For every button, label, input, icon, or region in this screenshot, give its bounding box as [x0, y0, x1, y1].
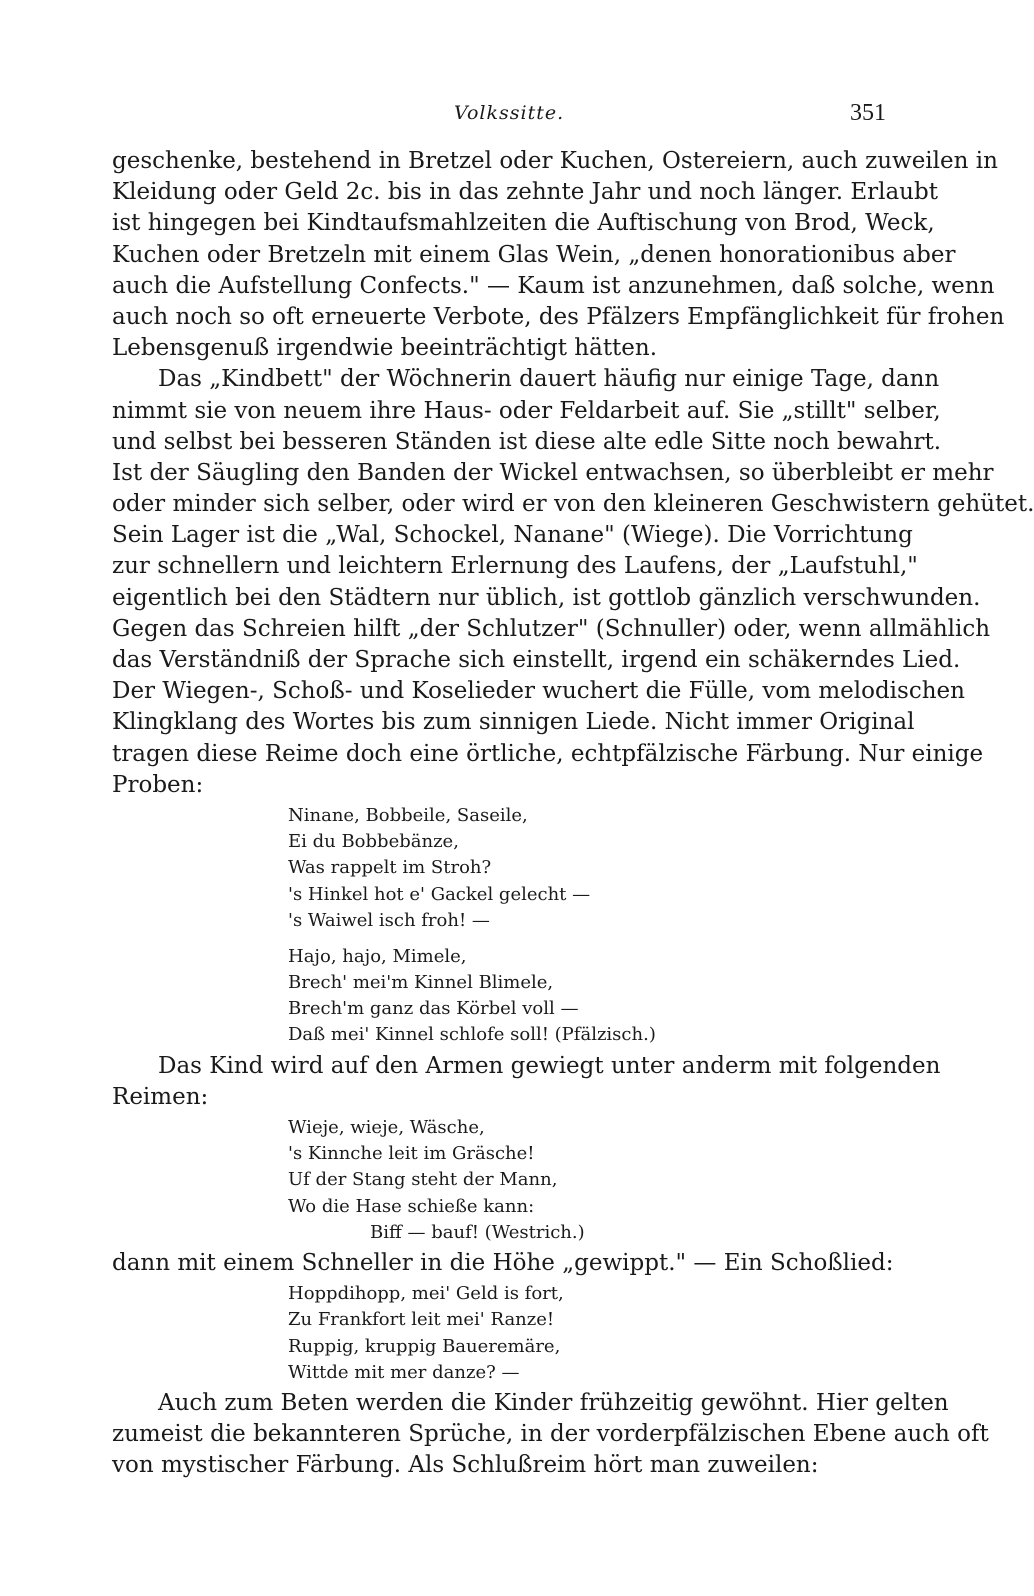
text-line: zur schnellern und leichtern Erlernung des Laufens, der „Laufstuhl,"	[112, 553, 918, 580]
verse-block	[288, 803, 904, 1049]
verse-line: Uf der Stang steht der Mann,	[288, 1169, 558, 1191]
text-line: geschenke, bestehend in Bretzel oder Kuchen, Ostereiern, auch zuweilen in	[112, 148, 998, 174]
text-line: das Verständniß der Sprache sich einstellt, irgend ein schäkerndes Lied.	[112, 647, 961, 673]
paragraph-4	[112, 1248, 904, 1279]
text-line: auch noch so oft erneuerte Verbote, des Pfälzers Empfänglichkeit für frohen	[112, 303, 1005, 330]
verse-line: Ruppig, kruppig Baueremäre,	[288, 1335, 561, 1357]
text-line: Proben:	[112, 771, 204, 798]
paragraph-2	[112, 364, 1034, 801]
paragraph-1	[112, 146, 1005, 364]
text-line: auch die Aufstellung Confects." — Kaum ist anzunehmen, daß solche, wenn	[112, 272, 995, 299]
paragraph-3	[112, 1051, 941, 1113]
verse-line: Brech' mei'm Kinnel Blimele,	[288, 972, 554, 994]
verse-block	[288, 1281, 904, 1386]
verse-line: Daß mei' Kinnel schlofe soll! (Pfälzisch.)	[288, 1024, 656, 1046]
stanza-gap	[288, 934, 904, 944]
text-line: Klingklang des Wortes bis zum sinnigen Liede. Nicht immer Original	[112, 709, 915, 736]
text-line: Gegen das Schreien hilft „der Schlutzer" (Schnuller) oder, wenn allmählich	[112, 615, 991, 642]
verse-line: Ninane, Bobbeile, Saseile,	[288, 804, 528, 826]
page-number: 351	[850, 100, 886, 126]
verse-line: Hoppdihopp, mei' Geld is fort,	[288, 1283, 564, 1305]
text-line: Das „Kindbett" der Wöchnerin dauert häufig nur einige Tage, dann	[158, 366, 940, 393]
paragraph-5	[112, 1388, 989, 1482]
running-head: Volkssitte.	[454, 102, 565, 124]
text-line: Reimen:	[112, 1083, 209, 1110]
text-line: oder minder sich selber, oder wird er von den kleineren Geschwistern gehütet.	[112, 491, 1034, 518]
verse-line: Biff — bauf! (Westrich.)	[370, 1221, 585, 1243]
verse-line: Wo die Hase schieße kann:	[288, 1195, 535, 1217]
page-header	[0, 98, 1000, 138]
verse-line: 's Hinkel hot e' Gackel gelecht —	[288, 883, 591, 905]
text-line: Lebensgenuß irgendwie beeinträchtigt hätten.	[112, 335, 658, 362]
text-line: zumeist die bekannteren Sprüche, in der vorderpfälzischen Ebene auch oft	[112, 1421, 989, 1448]
text-line: Kuchen oder Bretzeln mit einem Glas Wein, „denen honorationibus aber	[112, 241, 956, 268]
page-body	[112, 146, 1034, 1481]
verse-line: Zu Frankfort leit mei' Ranze!	[288, 1309, 555, 1331]
text-line: tragen diese Reime doch eine örtliche, echtpfälzische Färbung. Nur einige	[112, 740, 984, 767]
verse-line: Wittde mit mer danze? —	[288, 1361, 520, 1383]
text-line: von mystischer Färbung. Als Schlußreim hört man zuweilen:	[112, 1452, 819, 1479]
verse-line: 's Kinnche leit im Gräsche!	[288, 1143, 535, 1165]
verse-line: Wieje, wieje, Wäsche,	[288, 1117, 485, 1138]
text-line: Das Kind wird auf den Armen gewiegt unter anderm mit folgenden	[158, 1052, 941, 1079]
verse-line: Hajo, hajo, Mimele,	[288, 945, 467, 967]
text-line: und selbst bei besseren Ständen ist diese alte edle Sitte noch bewahrt.	[112, 428, 942, 455]
text-line: ist hingegen bei Kindtaufsmahlzeiten die Auftischung von Brod, Weck,	[112, 210, 935, 237]
verse-line: Brech'm ganz das Körbel voll —	[288, 998, 579, 1020]
text-line: Auch zum Beten werden die Kinder frühzeitig gewöhnt. Hier gelten	[158, 1389, 949, 1416]
text-line: eigentlich bei den Städtern nur üblich, ist gottlob gänzlich verschwunden.	[112, 584, 981, 611]
verse-line: Was rappelt im Stroh?	[288, 857, 492, 879]
text-line: Kleidung oder Geld 2c. bis in das zehnte Jahr und noch länger. Erlaubt	[112, 179, 938, 206]
text-line: nimmt sie von neuem ihre Haus- oder Feldarbeit auf. Sie „stillt" selber,	[112, 397, 941, 424]
text-line: Ist der Säugling den Banden der Wickel entwachsen, so überbleibt er mehr	[112, 459, 994, 486]
text-line: dann mit einem Schneller in die Höhe „gewippt." — Ein Schoßlied:	[112, 1249, 894, 1276]
verse-line: Ei du Bobbebänze,	[288, 831, 459, 853]
text-line: Der Wiegen-, Schoß- und Koselieder wuchert die Fülle, vom melodischen	[112, 678, 965, 705]
verse-line: 's Waiwel isch froh! —	[288, 909, 490, 931]
verse-block	[288, 1115, 904, 1246]
text-line: Sein Lager ist die „Wal, Schockel, Nanane" (Wiege). Die Vorrichtung	[112, 522, 913, 549]
